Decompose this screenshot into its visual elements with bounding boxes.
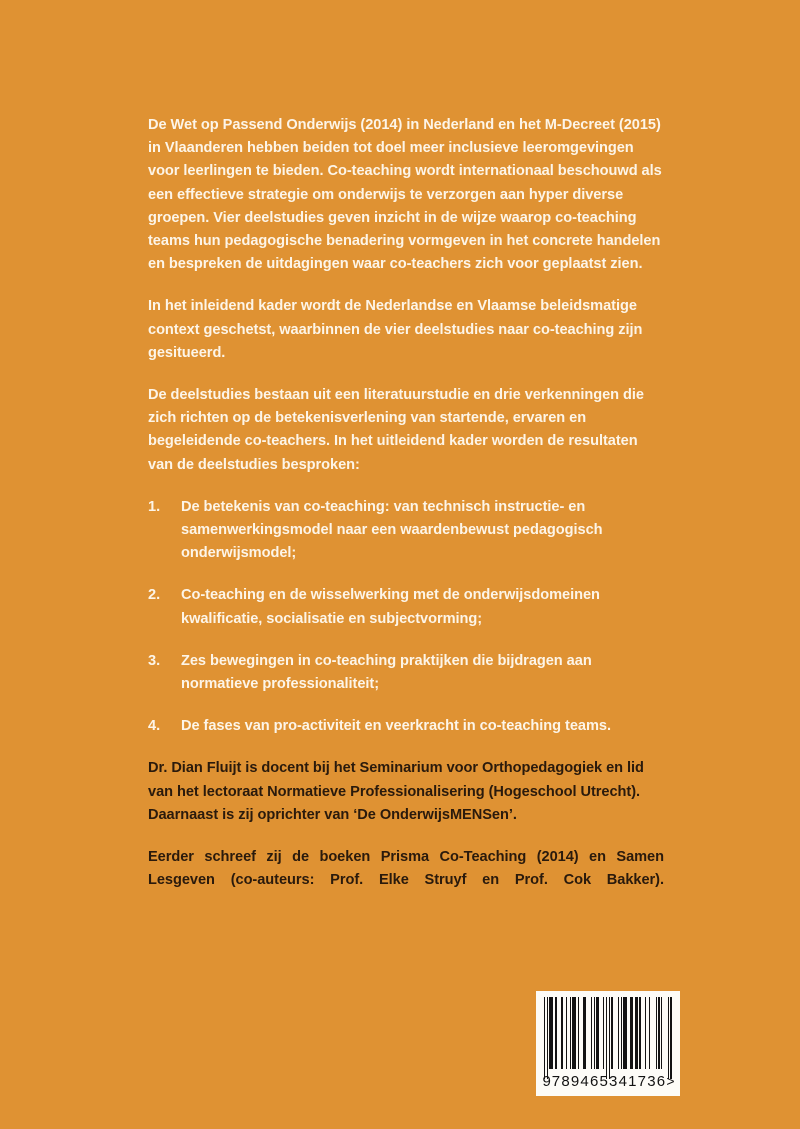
list-item-number: 3.	[148, 652, 161, 669]
list-item	[148, 715, 664, 738]
list-item	[148, 496, 664, 566]
list-item-label: De fases van pro-activiteit en veerkracht in co-teaching teams.	[181, 718, 611, 735]
list-item-label: Co-teaching en de wisselwerking met de onderwijsdomeinen kwalificatie, socialisatie en subjectvorming;	[181, 587, 600, 627]
list-item-label: Zes bewegingen in co-teaching praktijken die bijdragen aan normatieve professionaliteit;	[181, 652, 592, 693]
blurb-paragraph-2: In het inleidend kader wordt de Nederlandse en Vlaamse beleidsmatige context geschetst, waarbinnen de vier deelstudies naar co-teaching zijn gesitueerd.	[148, 298, 643, 361]
blurb-content	[148, 114, 664, 935]
list-item-number: 4.	[148, 718, 161, 735]
list-item-label: De betekenis van co-teaching: van technisch instructie- en samenwerkingsmodel naar een waardenbewust pedagogisch onderwijsmodel;	[181, 498, 603, 562]
barcode-lead-digit: 9	[542, 1072, 552, 1090]
barcode-digits	[542, 1071, 675, 1091]
study-list	[148, 496, 664, 739]
blurb-paragraph-1: De Wet op Passend Onderwijs (2014) in Nederland en het M-Decreet (2015) in Vlaanderen hebben beiden tot doel meer inclusieve leeromgevingen voor leerlingen te bieden. Co-teaching wordt internationaal beschouwd als een effectieve strategie om onderwijs te verzorgen aan hyper diverse groepen. Vier deelstudies geven inzicht in de wijze waarop co-teaching teams hun pedagogische benadering vormgeven in het concrete handelen en bespreken de uitdagingen waar co-teachers zich voor geplaatst zien.	[148, 117, 662, 273]
author-bio: Dr. Dian Fluijt is docent bij het Seminarium voor Orthopedagogiek en lid van het lectoraat Normatieve Professionalisering (Hogeschool Utrecht). Daarnaast is zij oprichter van ‘De OnderwijsMENSen’.	[148, 760, 644, 823]
list-item-number: 1.	[148, 498, 161, 515]
author-previous-books: Eerder schreef zij de boeken Prisma Co-Teaching (2014) en Samen Lesgeven (co-auteurs: Prof. Elke Struyf en Prof. Cok Bakker).	[148, 849, 664, 889]
barcode-tail-symbol: >	[666, 1073, 675, 1089]
list-item	[148, 584, 664, 630]
author-block	[148, 757, 664, 915]
barcode	[536, 991, 680, 1096]
barcode-left-group: 789465	[551, 1072, 610, 1090]
list-item	[148, 650, 664, 696]
list-item-number: 2.	[148, 587, 161, 604]
blurb-paragraph-3: De deelstudies bestaan uit een literatuurstudie en drie verkenningen die zich richten op de betekenisverlening van startende, ervaren en begeleidende co-teachers. In het uitleidend kader worden de resultaten van de deelstudies besproken:	[148, 387, 644, 473]
barcode-bars	[544, 997, 672, 1069]
barcode-right-group: 341736	[609, 1072, 667, 1090]
